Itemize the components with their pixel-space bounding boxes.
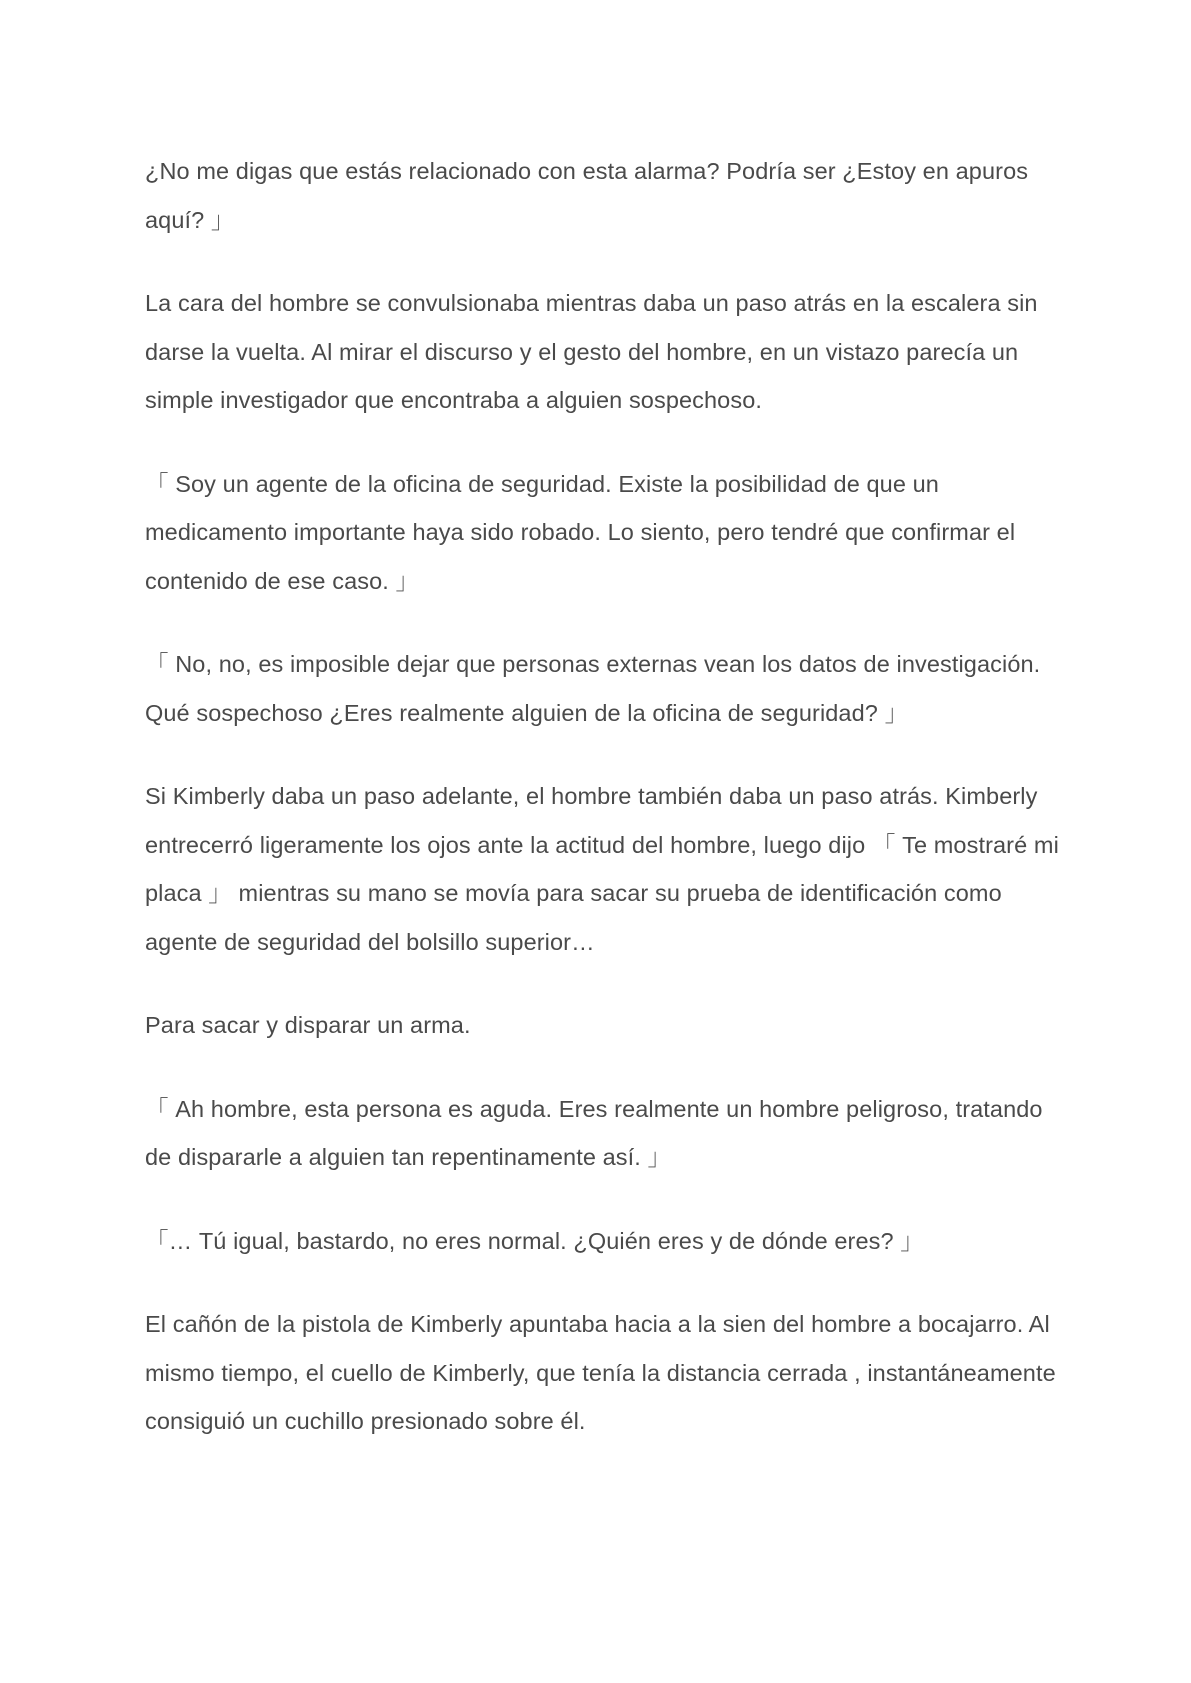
- paragraph: ¿No me digas que estás relacionado con esta alarma? Podría ser ¿Estoy en apuros aquí? 」: [145, 158, 1029, 233]
- paragraph: 「 No, no, es imposible dejar que personas externas vean los datos de investigación. Qué sospechoso ¿Eres realmente alguien de la oficina de seguridad? 」: [145, 651, 1041, 726]
- paragraph: Si Kimberly daba un paso adelante, el hombre también daba un paso atrás. Kimberly entrecerró ligeramente los ojos ante la actitud del hombre, luego dijo 「 Te mostraré mi placa 」 mientras su mano se movía para sacar su prueba de identificación como agente de seguridad del bolsillo superior…: [145, 783, 1059, 955]
- paragraph: 「 Ah hombre, esta persona es aguda. Eres realmente un hombre peligroso, tratando de dispararle a alguien tan repentinamente así. 」: [145, 1095, 1043, 1170]
- paragraph: Para sacar y disparar un arma.: [145, 1012, 471, 1038]
- document-body: [145, 147, 1065, 1446]
- paragraph: El cañón de la pistola de Kimberly apuntaba hacia a la sien del hombre a bocajarro. Al mismo tiempo, el cuello de Kimberly, que tenía la distancia cerrada , instantáneamente consiguió un cuchillo presionado sobre él.: [145, 1311, 1056, 1434]
- paragraph: La cara del hombre se convulsionaba mientras daba un paso atrás en la escalera sin darse la vuelta. Al mirar el discurso y el gesto del hombre, en un vistazo parecía un simple investigador que encontraba a alguien sospechoso.: [145, 290, 1038, 413]
- paragraph: 「… Tú igual, bastardo, no eres normal. ¿Quién eres y de dónde eres? 」: [145, 1227, 924, 1254]
- paragraph: 「 Soy un agente de la oficina de seguridad. Existe la posibilidad de que un medicamento importante haya sido robado. Lo siento, pero tendré que confirmar el contenido de ese caso. 」: [145, 470, 1016, 594]
